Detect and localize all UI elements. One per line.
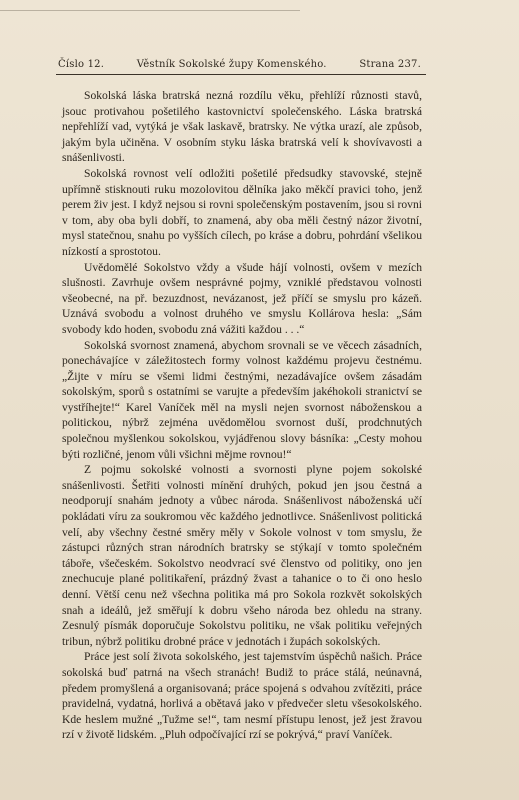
journal-title: Věstník Sokolské župy Komenského. [136, 59, 327, 70]
article-body [62, 88, 422, 743]
paragraph-volnost: Uvědomělé Sokolstvo vždy a všude hájí volnosti, ovšem v mezích slušnosti. Zavrhuje ovšem nesprávné pojmy, vzniklé představou volnosti všeobecné, na př. bezuzdnost, nevázanost, jež příčí se smyslu pro kázeň. Uznává svobodu a volnost druhého ve smyslu Kollárova hesla: „Sám svobody kdo hoden, svobodu zná vážiti každou . . .“ [62, 260, 422, 336]
paragraph-prace: Práce jest solí života sokolského, jest tajemstvím úspěchů našich. Práce sokolská buď patrná na všech stranách! Budiž to práce stálá, neúnavná, předem promyšlená a organisovaná; práce spojená s odvahou zvítěziti, práce pravidelná, vydatná, horlivá a obětavá jako v předvečer sletu všesokolského. Kde heslem mužné „Tužme se!“, tam nesmí přístupu lenost, jež jest žravou rzí v životě lidském. „Pluh odpočívající rzí se pokrývá,“ praví Vaníček. [62, 650, 422, 742]
paragraph-laska: Sokolská láska bratrská nezná rozdílu věku, přehlíží různosti stavů, jsouc protivahou pošetilého kastovnictví společenského. Láska bratrská nepřehlíží vad, vytýká je však laskavě, bratrsky. Ne výtka urazí, ale způsob, jakým byla učiněna. V osobním styku láska bratrská velí k shovívavosti a snášenlivosti. [62, 89, 422, 165]
top-edge-line [0, 10, 300, 11]
issue-number: Číslo 12. [58, 59, 105, 70]
header-rule [56, 74, 426, 75]
running-header [58, 59, 421, 70]
paragraph-svornost: Sokolská svornost znamená, abychom srovnali se ve věcech zásadních, ponechávajíce v záležitostech formy volnost každému projevu čestnému. „Žijte v míru se všemi lidmi čestnými, nezadávajíce ovšem zásadám sokolským, sporů s ostatními se varujte a především jakéhokoli stranictví se vystříhejte!“ Karel Vaníček měl na mysli nejen svornost náboženskou a politickou, nýbrž zejména uvědomělou svornost duší, prodchnutých společnou myšlenkou sokolskou, vyjádřenou slovy básníka: „Cesty mohou býti rozličné, jenom vůli všichni mějme rovnou!“ [62, 338, 422, 461]
paragraph-rovnost: Sokolská rovnost velí odložiti pošetilé předsudky stavovské, stejně upřímně stisknouti ruku mozolovitou dělníka jako měkčí pravici toho, jenž perem živ jest. I když nejsou si rovni společenským postavením, jsou si rovni v tom, aby oba byli dobří, to znamená, aby oba měli čestný názor životní, mysl statečnou, snahu po vyšších cílech, po kráse a dobru, pohrdání všelikou nízkostí a sprostotou. [62, 166, 422, 258]
paragraph-snasenlivost: Z pojmu sokolské volnosti a svornosti plyne pojem sokolské snášenlivosti. Šetřiti volnosti mínění druhých, pokud jen jsou čestná a neodporují snahám jednoty a vůbec národa. Snášenlivost náboženská učí pokládati víru za soukromou věc každého jednotlivce. Snášenlivost politická velí, aby všechny čestné směry měly v Sokole volnost v tom smyslu, že zástupci různých stran národních bratrsky se stýkají v tomto společném táboře, všečeském. Sokolstvo neodvrací své členstvo od politiky, ono jen znechucuje plané politikaření, prázdný žvast a tahanice o to či ono heslo denní. Větší cenu než všechna politika má pro Sokola rozkvět sokolských snah a ideálů, jež směřují k dobru všeho národa bez ohledu na strany. Zesnulý písmák doporučuje Sokolstvu politiku, ne však politiku veřejných tribun, nýbrž politiku drobné práce v jednotách i župách sokolských. [62, 463, 422, 648]
page-number: Strana 237. [359, 59, 421, 70]
